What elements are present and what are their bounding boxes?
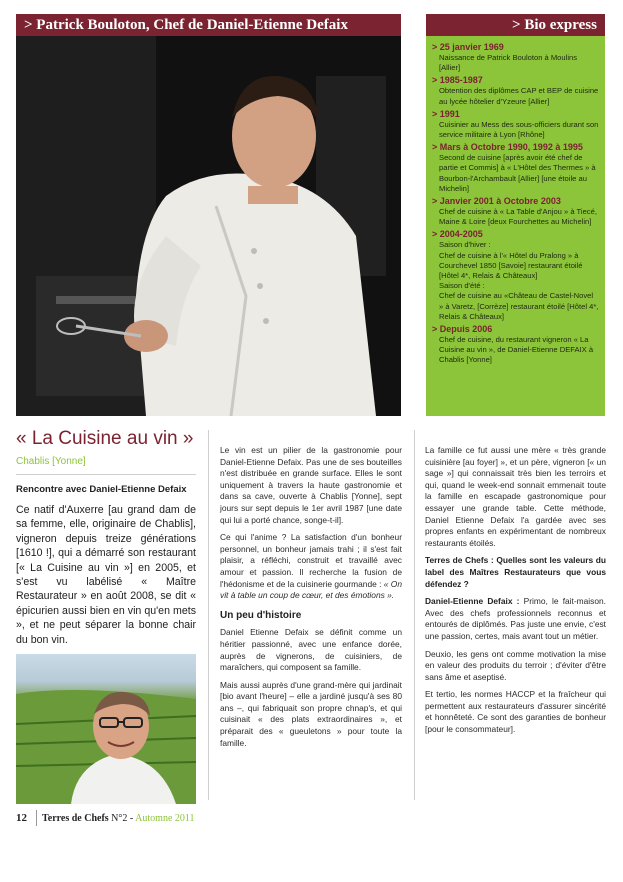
bio-text: Obtention des diplômes CAP et BEP de cuisine au lycée hôtelier d'Yzeure [Allier] [439,86,599,106]
magazine-name: Terres de Chefs [42,813,109,824]
paragraph [220,532,402,602]
bio-date: > 25 janvier 1969 [432,42,504,52]
paragraph: La famille ce fut aussi une mère « très grande cuisinière [au foyer] », et un père, vigneron [« un sage »] qui connaissait très bien les terroirs et qui, quand le week-end sonnait emmenait toute la famille en escapade gastronomique pour essayer une grande table. Cette méthode, Daniel Etienne Defaix l'a gardée avec ses propres enfants en expérimentant de nombreux restaurants étoilés. [425,445,606,548]
magazine-footer [42,813,195,824]
bio-entry [432,196,599,227]
bio-entry [432,75,599,106]
history-heading: Un peu d'histoire [220,609,302,621]
bio-express-panel [426,36,605,416]
bio-entry [432,42,599,73]
paragraph: Deuxio, les gens ont comme motivation la mise en valeur des produits du terroir ; d'éviter d'être sans âme et aseptisé. [425,648,606,682]
footer-divider [36,810,37,826]
bio-date: > Depuis 2006 [432,324,493,335]
article-title: « La Cuisine au vin » [16,428,194,449]
column-divider [208,430,209,800]
answer-text: Primo, le fait-maison. Avec des chefs professionnels reconnus et entourés de diplômés. Pas juste une envie, c'est une passion, certes, mais avant tout un métier. [425,596,606,641]
chef-portrait-illustration [16,36,401,416]
owner-vineyard-photo [16,654,196,804]
issue-season: Automne 2011 [135,813,195,824]
bio-entry [432,229,599,322]
bio-date: > 1985-1987 [432,75,483,86]
bio-text: Chef de cuisine, du restaurant vigneron « La Cuisine au vin », de Daniel-Etienne DEFAIX à Chablis [Yonne] [439,335,594,365]
paragraph: Le vin est un pilier de la gastronomie pour Daniel-Etienne Defaix. Pas une de ses bouteilles n'est distribuée en grande surface. Elles le sont uniquement à travers la haute gastronomie et dans sa cave, ouverte à Chablis [Yonne], sept jours sur sept depuis le 1er avril 1987 [une date qui lui a porté chance, songe-t-il]. [220,445,402,525]
paragraph: Et tertio, les normes HACCP et la fraîcheur qui permettent aux restaurateurs d'assurer sincérité et honnêteté. Ce sont des garanties de bonheur [pour le consommateur]. [425,689,606,735]
bio-text: Naissance de Patrick Bouloton à Moulins [Allier] [439,53,578,73]
interview-subject-line: Rencontre avec Daniel-Etienne Defaix [16,484,187,495]
bio-header-bar [426,14,605,36]
bio-entry [432,324,599,366]
bio-entry [432,109,599,140]
issue-number: N°2 - [108,813,136,824]
bio-text: Second de cuisine [après avoir été chef de partie et Commis] à « L'Hôtel des Thermes » à Bourbon-l'Archambault [Allier] [une étoile au Michelin] [439,153,596,193]
chef-quote: « On vit à table un coup de cœur, et des émotions ». [220,578,402,601]
article-header-title: > Patrick Bouloton, Chef de Daniel-Etienne Defaix [24,17,348,33]
bio-date: > Mars à Octobre 1990, 1992 à 1995 [432,142,583,153]
bio-date: > Janvier 2001 à Octobre 2003 [432,196,561,207]
title-divider [16,474,196,475]
interview-question: Terres de Chefs : Quelles sont les valeurs du label des Maîtres Restaurateurs que vous défendez ? [425,555,606,589]
article-column-3 [425,445,606,742]
bio-text: Cuisinier au Mess des sous-officiers durant son service militaire à Lyon [Rhône] [439,119,599,140]
bio-text: Chef de cuisine à « La Table d'Anjou » à Tiecé, Maine & Loire [deux Fourchettes au Michelin] [439,207,597,227]
article-location: Chablis [Yonne] [16,456,86,467]
article-intro: Ce natif d'Auxerre [au grand dam de sa femme, elle, originaire de Chablis], vigneron depuis treize générations [1610 !], qui a démarré son restaurant [« La Cuisine au vin »] en 2005, et s'est vu labélisé « Maître Restaurateur » en août 2008, se dit « épicurien aussi bien en vin qu'en mets », et ne peut séparer la bonne chair du bon vin. [16,504,196,646]
chef-portrait-photo [16,36,401,416]
owner-portrait-illustration [16,654,196,804]
article-header-bar [16,14,401,36]
page-number: 12 [16,812,27,824]
bio-date: > 2004-2005 [432,229,483,240]
interview-answer [425,596,606,642]
speaker-name: Daniel-Etienne Defaix : [425,596,520,607]
article-column-2 [220,445,402,755]
bio-entry [432,142,599,194]
paragraph: Mais aussi auprès d'une grand-mère qui jardinait [bio avant l'heure] – elle a jardiné jusqu'à ses 80 ans –, qui fabriquait son propre chnap's, et qui cuisinait « des plats extraordinaires », et préparait des « gueuletons » pour toute la famille. [220,679,402,748]
paragraph: Daniel Etienne Defaix se définit comme un héritier passionné, avec une enfance dorée, auprès de vignerons, de cuisiniers, de maraîchers, qui composent sa famille. [220,627,402,673]
bio-text: Saison d'hiver : Chef de cuisine à l'« Hôtel du Pralong » à Courchevel 1850 [Savoie] restaurant étoilé [Hôtel 4*, Relais & Châteaux] Saison d'été : Chef de cuisine au «Château de Castel-Novel » à Varetz, [Corrèze] restaurant étoilé [Hôtel 4*, Relais & Châteaux] [439,240,599,321]
column-divider [414,430,415,800]
paragraph-text: Ce qui l'anime ? La satisfaction d'un bonheur personnel, un bonheur jamais trahi ; il s'est fait plaisir, a réfléchi, construit et travaillé avec amour et passion. Il recherche la fusion de l'hédonisme et de la cuisinerie gourmande : [220,532,402,589]
bio-header-title: > Bio express [512,17,597,33]
bio-date: > 1991 [432,108,460,119]
